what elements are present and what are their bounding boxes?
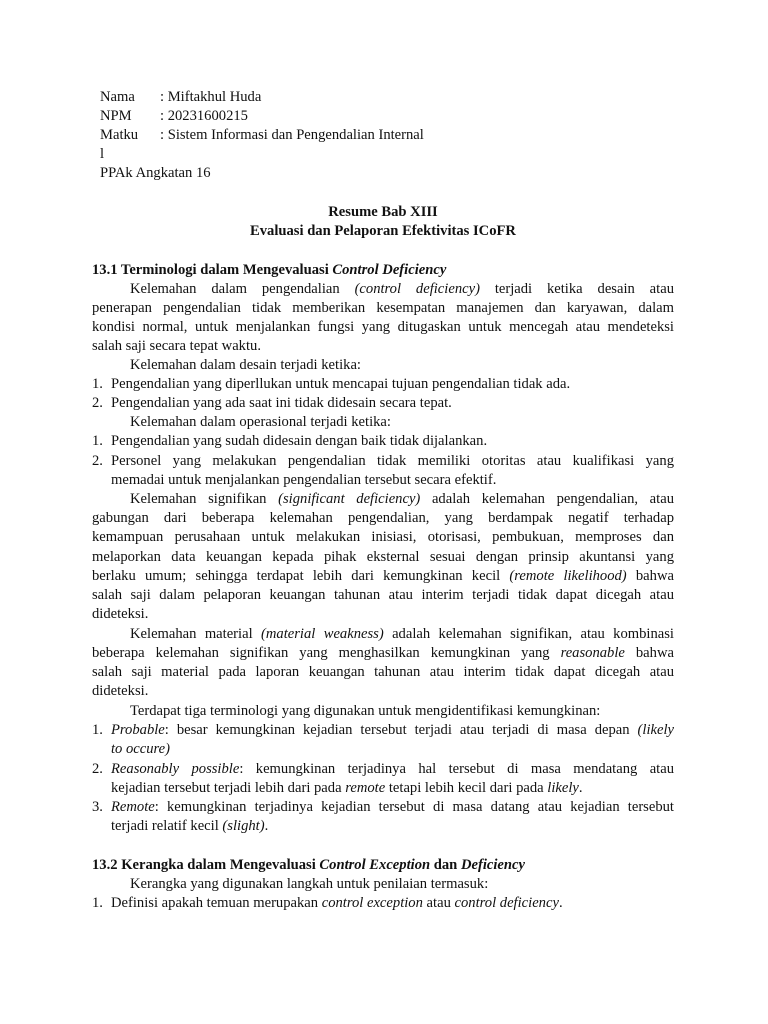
- text-em: (likely: [637, 722, 674, 738]
- npm-value: : 20231600215: [160, 108, 248, 124]
- para-line: melaporkan data keuangan kepada pihak eksternal sesuai dengan prinsip akuntansi yang: [92, 549, 674, 565]
- para-line: salah saji dalam pelaporan keuangan tahunan atau interim terjadi tidak dapat dicegah atau: [92, 587, 674, 603]
- text-em: control exception: [321, 895, 423, 911]
- text: adalah kelemahan pengendalian, atau: [420, 491, 674, 507]
- text-em: (material weakness): [261, 626, 384, 642]
- text: terjadi ketika desain atau: [479, 281, 674, 297]
- matku-row: [92, 126, 674, 145]
- heading-text: 13.2 Kerangka dalam Mengevaluasi: [92, 857, 320, 873]
- list-item: [92, 760, 674, 779]
- para-line: [130, 490, 674, 509]
- text: Kelemahan dalam pengendalian: [130, 281, 355, 297]
- text: terjadi relatif kecil: [111, 818, 223, 834]
- title-line2: Evaluasi dan Pelaporan Efektivitas ICoFR: [250, 223, 516, 239]
- list-continuation: memadai untuk menjalankan pengendalian tersebut secara efektif.: [111, 472, 497, 488]
- nama-value: : Miftakhul Huda: [160, 89, 262, 105]
- text: bahwa: [624, 645, 674, 661]
- heading-em: Control Exception: [319, 857, 431, 873]
- text-em: control deficiency: [454, 895, 559, 911]
- text-em: to occure): [111, 741, 171, 757]
- list-text: Pengendalian yang ada saat ini tidak didesain secara tepat.: [111, 395, 452, 411]
- list-text: Personel yang melakukan pengendalian tidak memiliki otoritas atau kualifikasi yang: [111, 453, 674, 469]
- text-em: (slight): [222, 818, 265, 834]
- heading-text: 13.1 Terminologi dalam Mengevaluasi: [92, 262, 333, 278]
- text: .: [578, 780, 583, 796]
- list-number: 3.: [92, 799, 103, 815]
- text: Kelemahan material: [130, 626, 262, 642]
- para-line: Terdapat tiga terminologi yang digunakan untuk mengidentifikasi kemungkinan:: [130, 703, 601, 719]
- list-number: 2.: [92, 395, 103, 411]
- title-line1: Resume Bab XIII: [328, 204, 438, 220]
- text-em: likely: [547, 780, 579, 796]
- npm-row: [92, 107, 674, 126]
- npm-label: NPM: [100, 108, 132, 124]
- text-em: (control deficiency): [354, 281, 480, 297]
- text: bahwa: [626, 568, 674, 584]
- para-line: dideteksi.: [92, 606, 149, 622]
- text-em: reasonable: [560, 645, 625, 661]
- section-13-1-heading: [92, 261, 674, 280]
- para-line: [130, 280, 674, 299]
- para-line: kemampuan perusahaan untuk melakukan inisiasi, otorisasi, pembukuan, memproses dan: [92, 529, 674, 545]
- para-line: [130, 625, 674, 644]
- text: Definisi apakah temuan merupakan: [111, 895, 322, 911]
- nama-row: [92, 88, 674, 107]
- list-number: 1.: [92, 376, 103, 392]
- list-text: Pengendalian yang diperllukan untuk mencapai tujuan pengendalian tidak ada.: [111, 376, 571, 392]
- list-item: [92, 375, 674, 394]
- para-line: penerapan pengendalian tidak memberikan kesempatan manajemen dan karyawan, dalam: [92, 300, 674, 316]
- para-line: Kelemahan dalam desain terjadi ketika:: [130, 357, 361, 373]
- list-number: 1.: [92, 433, 103, 449]
- text: adalah kelemahan signifikan, atau kombinasi: [383, 626, 674, 642]
- para-line: gabungan dari beberapa kelemahan pengendalian, yang berdampak negatif terhadap: [92, 510, 674, 526]
- matku-value: : Sistem Informasi dan Pengendalian Internal: [160, 127, 424, 143]
- nama-label: Nama: [100, 89, 135, 105]
- angkatan: PPAk Angkatan 16: [100, 165, 211, 181]
- list-continuation: [111, 740, 674, 759]
- para-line: [92, 567, 674, 586]
- text: : besar kemungkinan kejadian tersebut terjadi atau terjadi di masa depan: [164, 722, 638, 738]
- list-item: [92, 721, 674, 740]
- para-line: kondisi normal, untuk menjalankan fungsi yang ditugaskan untuk mencegah atau mendeteksi: [92, 319, 674, 335]
- text: : kemungkinan terjadinya hal tersebut di masa mendatang atau: [239, 761, 674, 777]
- heading-em: Deficiency: [460, 857, 525, 873]
- para-line: salah saji material pada laporan keuangan tahunan atau interim tidak dapat dicegah atau: [92, 664, 674, 680]
- text-em: (remote likelihood): [509, 568, 627, 584]
- para-line: dideteksi.: [92, 683, 149, 699]
- text: .: [558, 895, 563, 911]
- text-em: Reasonably possible: [111, 761, 240, 777]
- heading-em: Control Deficiency: [332, 262, 447, 278]
- matku-label: Matku: [100, 127, 139, 143]
- text: : kemungkinan terjadinya kejadian tersebut di masa datang atau kejadian tersebut: [154, 799, 674, 815]
- list-text: Pengendalian yang sudah didesain dengan baik tidak dijalankan.: [111, 433, 488, 449]
- list-item: [92, 894, 674, 913]
- text-em: remote: [345, 780, 386, 796]
- list-continuation: [111, 779, 674, 798]
- text: tetapi lebih kecil dari pada: [385, 780, 548, 796]
- text: atau: [422, 895, 455, 911]
- text-em: (significant deficiency): [278, 491, 421, 507]
- list-item: [92, 452, 674, 471]
- text: Kelemahan signifikan: [130, 491, 279, 507]
- para-line: salah saji secara tepat waktu.: [92, 338, 261, 354]
- text: kejadian tersebut terjadi lebih dari pada: [111, 780, 346, 796]
- text-em: Remote: [111, 799, 155, 815]
- para-line: [92, 644, 674, 663]
- matku-wrap: l: [100, 146, 105, 162]
- list-number: 1.: [92, 895, 103, 911]
- list-number: 2.: [92, 761, 103, 777]
- section-13-2-heading: [92, 856, 674, 875]
- list-number: 1.: [92, 722, 103, 738]
- text: .: [264, 818, 269, 834]
- list-number: 2.: [92, 453, 103, 469]
- heading-text: dan: [430, 857, 461, 873]
- text: beberapa kelemahan signifikan yang menghasilkan kemungkinan yang: [92, 645, 561, 661]
- text-em: Probable: [111, 722, 165, 738]
- list-item: [92, 798, 674, 817]
- para-line: Kelemahan dalam operasional terjadi ketika:: [130, 414, 391, 430]
- para-line: Kerangka yang digunakan langkah untuk penilaian termasuk:: [130, 876, 489, 892]
- list-continuation: [111, 817, 674, 836]
- list-item: [92, 394, 674, 413]
- text: berlaku umum; sehingga terdapat lebih dari kemungkinan kecil: [92, 568, 510, 584]
- list-item: [92, 432, 674, 451]
